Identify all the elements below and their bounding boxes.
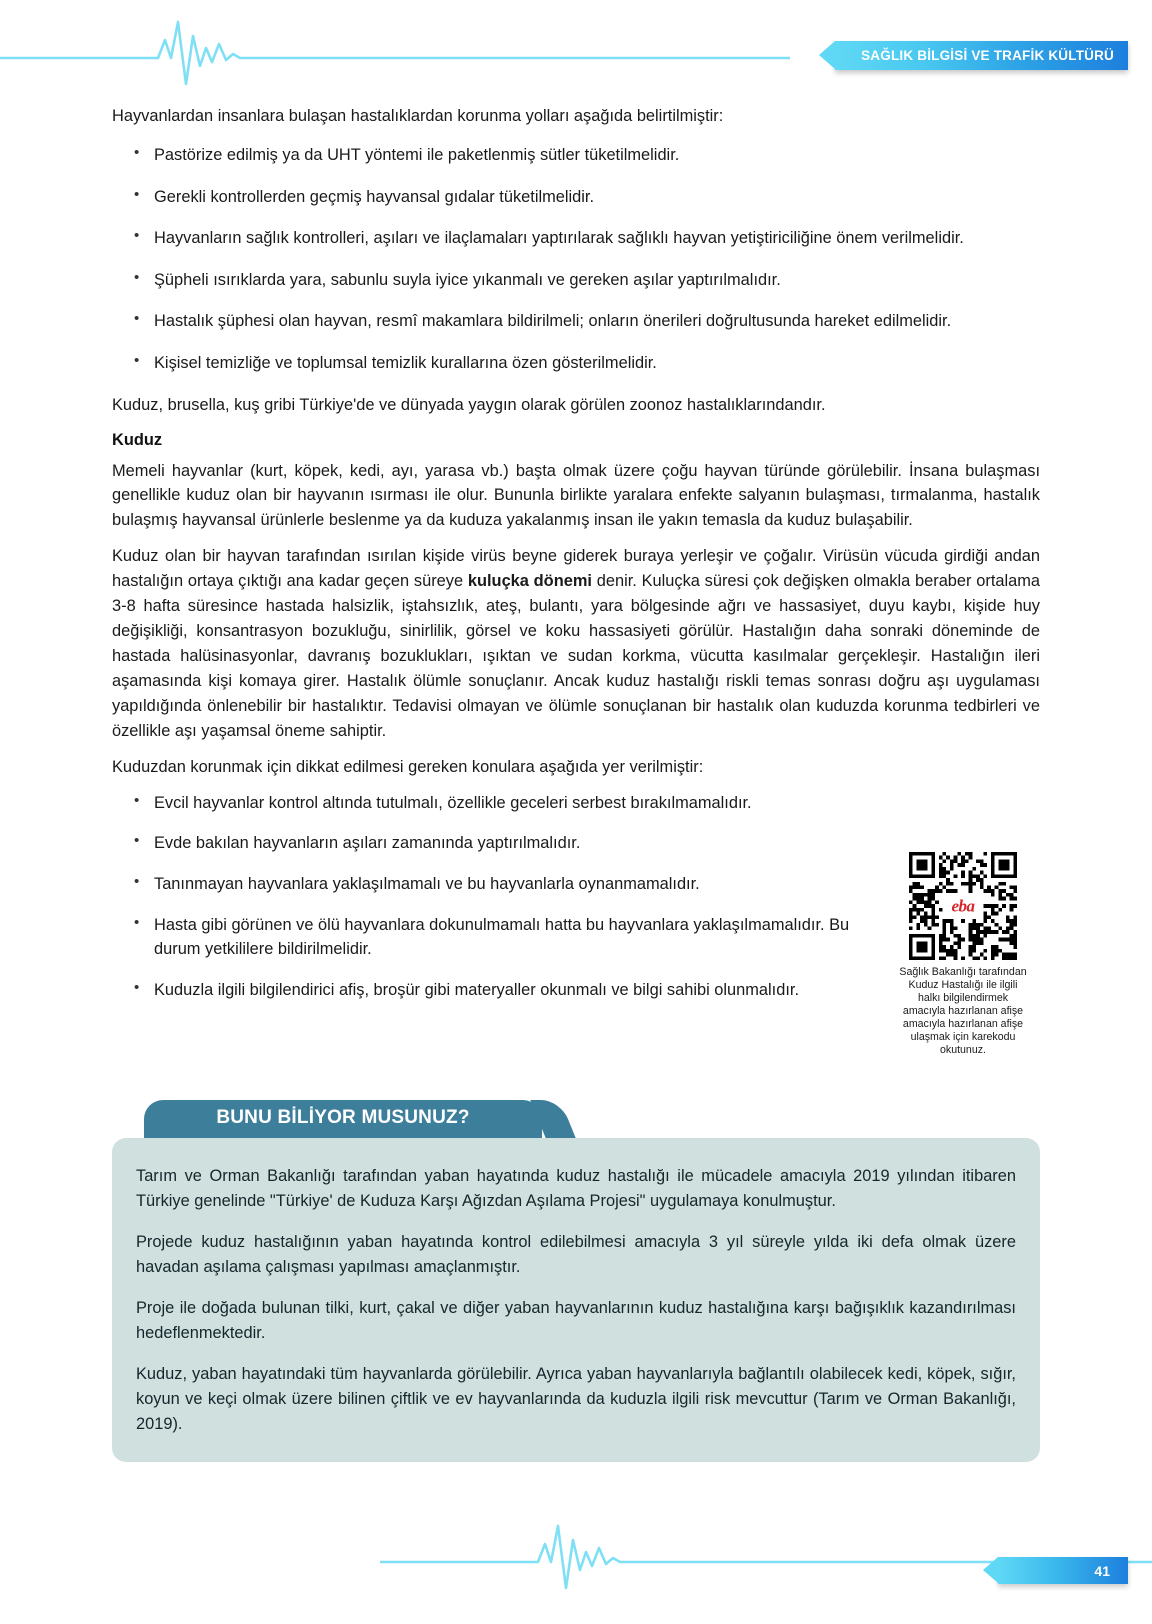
did-you-know-tab — [144, 1100, 542, 1138]
list-item: • Evde bakılan hayvanların aşıları zamanında yaptırılmalıdır. — [112, 831, 1040, 856]
qr-block — [898, 852, 1028, 1056]
ecg-line-icon — [0, 18, 790, 88]
list-item: • Hasta gibi görünen ve ölü hayvanlara dokunulmamalı hatta bu hayvanlara yaklaşılmamalıdır. Bu durum yetkililere bildirilmelidir. — [112, 913, 1040, 962]
did-you-know-tab-label: BUNU BİLİYOR MUSUNUZ? — [216, 1107, 470, 1128]
qr-code[interactable] — [909, 852, 1017, 960]
list-item: • Tanınmayan hayvanlara yaklaşılmamalı ve bu hayvanlarla oynanmamalıdır. — [112, 872, 1040, 897]
list-item: • Gerekli kontrollerden geçmiş hayvansal gıdalar tüketilmelidir. — [112, 185, 1040, 210]
page-footer — [0, 1504, 1152, 1624]
intro-paragraph: Hayvanlardan insanlara bulaşan hastalıklardan korunma yolları aşağıda belirtilmiştir: — [112, 107, 724, 125]
list-item: • Kişisel temizliğe ve toplumsal temizlik kurallarına özen gösterilmelidir. — [112, 351, 1040, 376]
section-heading-kuduz: Kuduz — [112, 430, 163, 449]
kuluçka-donemi-term: kuluçka dönemi — [467, 572, 592, 591]
page-header — [0, 0, 1152, 96]
info-paragraph: Projede kuduz hastalığının yaban hayatında kontrol edilebilmesi amacıyla 3 yıl süreyle yılda iki defa olmak üzere havadan aşılama çalışması yapılması amaçlanmıştır. — [136, 1232, 1016, 1276]
zoonoz-note: Kuduz, brusella, kuş gribi Türkiye'de ve dünyada yaygın olarak görülen zoonoz hastalıklarındandır. — [112, 395, 826, 414]
info-paragraph: Tarım ve Orman Bakanlığı tarafından yaban hayatında kuduz hastalığı ile mücadele amacıyla 2019 yılından itibaren Türkiye genelinde "Türkiye' de Kuduza Karşı Ağızdan Aşılama Projesi" uygulamaya konulmuştur. — [136, 1167, 1016, 1210]
protection-intro: Kuduzdan korunmak için dikkat edilmesi gereken konulara aşağıda yer verilmiştir: — [112, 757, 704, 776]
prevention-list — [112, 143, 1040, 376]
list-item: • Kuduzla ilgili bilgilendirici afiş, broşür gibi materyaller okunmalı ve bilgi sahibi olunmalıdır. — [112, 978, 1040, 1003]
header-banner — [835, 41, 1128, 70]
kuduz-paragraph-1: Memeli hayvanlar (kurt, köpek, kedi, ayı, yarasa vb.) başta olmak üzere çoğu hayvan türünde görülebilir. İnsana bulaşması genellikle kuduz olan bir hayvanın ısırması ile olur. Bununla birlikte yaralara enfekte salyanın bulaşması, tırmalanma, hastalık bulaşmış hayvansal ürünlerle beslenme ya da kuduza yakalanmış insan ile yakın temasla da kuduz bulaşabilir. — [112, 461, 1040, 530]
kuduz-paragraph-2-part-b: denir. Kuluçka süresi çok değişken olmakla beraber ortalama 3-8 hafta süresince hastada halsizlik, iştahsızlık, ateş, bulantı, yara bölgesinde ağrı ve hassasiyet, duyu kaybı, kişide huy değişikliği, konsantrasyon bozukluğu, sinirlilik, görsel ve koku hassasiyeti görülür. Hastalığın daha sonraki döneminde de hastada halüsinasyonlar, davranış bozuklukları, ışıktan ve sudan korkma, vücutta kasılmalar gerçekleşir. Hastalığın ileri aşamasında kişi komaya girer. Hastalık ölümle sonuçlanır. Ancak kuduz hastalığı riskli temas sonrası doğru aşı uygulaması yapıldığında önlenebilir bir hastalıktır. Tedavisi olmayan ve ölümle sonuçlanan bir hastalık olan kuduzda korunma tedbirleri ve özellikle aşı yaşamsal öneme sahiptir. — [112, 572, 1041, 740]
list-item: • Hayvanların sağlık kontrolleri, aşıları ve ilaçlamaları yaptırılarak sağlıklı hayvan yetiştiriciliğine önem verilmelidir. — [112, 226, 1040, 251]
footer-banner — [998, 1557, 1128, 1584]
page-number: 41 — [1094, 1562, 1110, 1579]
info-paragraph: Kuduz, yaban hayatındaki tüm hayvanlarda görülebilir. Ayrıca yaban hayvanlarıyla bağlantılı olabilecek kedi, köpek, sığır, koyun ve keçi olmak üzere bilinen çiftlik ve ev hayvanlarında da kuduzla ilgili risk mevcuttur (Tarım ve Orman Bakanlığı, 2019). — [136, 1364, 1016, 1433]
list-item: • Evcil hayvanlar kontrol altında tutulmalı, özellikle geceleri serbest bırakılmamalıdır. — [112, 791, 1040, 816]
list-item: • Şüpheli ısırıklarda yara, sabunlu suyla iyice yıkanmalı ve gereken aşılar yaptırılmalıdır. — [112, 268, 1040, 293]
did-you-know-body — [112, 1138, 1040, 1462]
kuduz-paragraph-2-part-a: Kuduz olan bir hayvan tarafından ısırılan kişide virüs beyne giderek buraya yerleşir ve çoğalır. Virüsün vücuda girdiği andan hastalığın ortaya çıktığı ana kadar geçen süreye — [112, 547, 1040, 591]
eba-logo: eba — [946, 896, 979, 917]
header-banner-title: SAĞLIK BİLGİSİ VE TRAFİK KÜLTÜRÜ — [861, 48, 1114, 63]
list-item: • Pastörize edilmiş ya da UHT yöntemi ile paketlenmiş sütler tüketilmelidir. — [112, 143, 1040, 168]
info-paragraph: Proje ile doğada bulunan tilki, kurt, çakal ve diğer yaban hayvanlarının kuduz hastalığına karşı bağışıklık kazandırılması hedeflenmektedir. — [136, 1298, 1016, 1342]
qr-caption: Sağlık Bakanlığı tarafından Kuduz Hastalığı ile ilgili halkı bilgilendirmek amacıyla hazırlanan afişe amacıyla hazırlanan afişe ulaşmak için karekodu okutunuz. — [899, 966, 1027, 1056]
did-you-know-box — [112, 1100, 1040, 1462]
list-item: • Hastalık şüphesi olan hayvan, resmî makamlara bildirilmeli; onların önerileri doğrultusunda hareket edilmelidir. — [112, 309, 1040, 334]
kuduz-paragraph-2 — [112, 544, 1040, 744]
